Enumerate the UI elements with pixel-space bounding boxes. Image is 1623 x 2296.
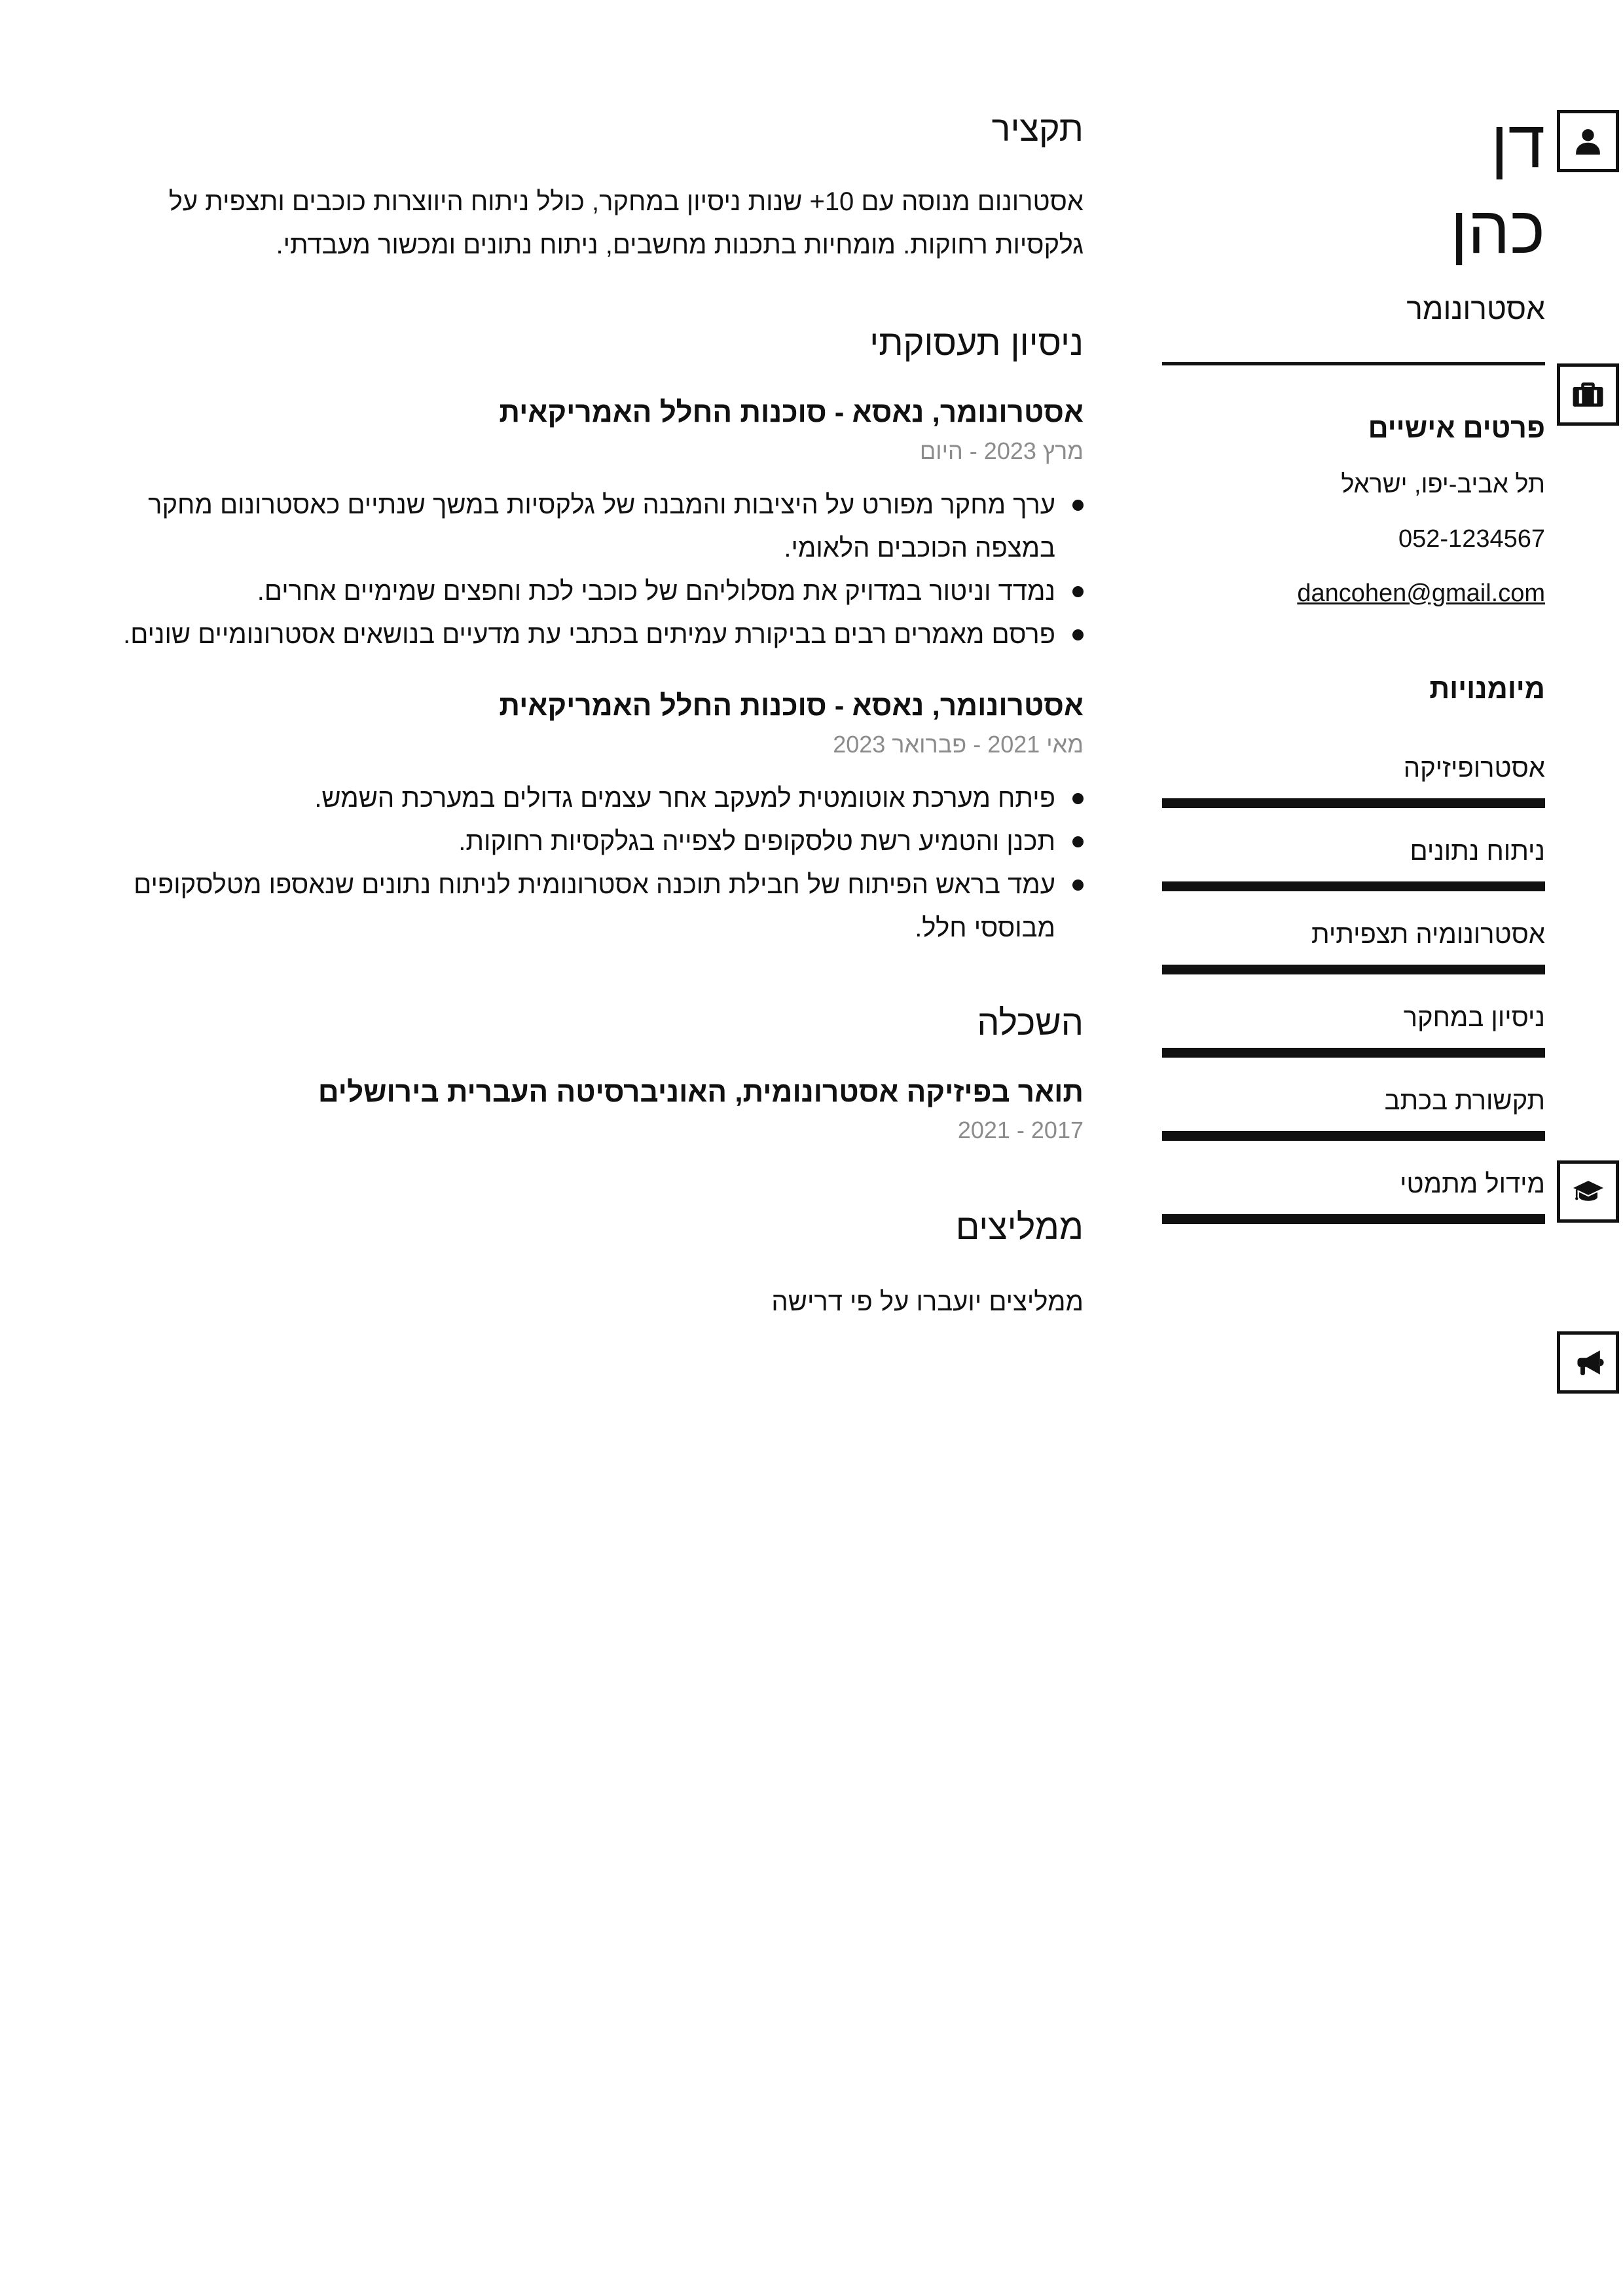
skills-list: [1162, 751, 1545, 1224]
skill-bar: [1162, 1048, 1545, 1058]
candidate-role: אסטרונומר: [1406, 291, 1545, 326]
skill-bar: [1162, 1131, 1545, 1141]
skill-label: מידול מתמטי: [1400, 1170, 1545, 1199]
bullet-dot-icon: [1072, 880, 1084, 891]
job-entry: [85, 394, 1084, 656]
bullet-dot-icon: [1072, 836, 1084, 847]
skill-bar-fill: [1162, 881, 1545, 891]
person-icon: [1557, 110, 1619, 172]
job-bullet-list: [85, 777, 1084, 950]
skill-bar-fill: [1162, 965, 1545, 974]
education-dates: 2017 - 2021: [957, 1116, 1084, 1143]
summary-section-title: תקציר: [991, 109, 1084, 149]
skill-bar-fill: [1162, 1048, 1545, 1058]
bullet-dot-icon: [1072, 586, 1084, 597]
bullet-dot-icon: [1072, 629, 1084, 640]
experience-section-title: ניסיון תעסוקתי: [869, 323, 1084, 363]
skill-item: [1162, 1001, 1545, 1058]
sidebar-column: [1162, 102, 1545, 1250]
degree-title: תואר בפיזיקה אסטרונומית, האוניברסיטה העברית בירושלים: [318, 1075, 1084, 1108]
job-entry: [85, 688, 1084, 950]
bullet-item: [85, 777, 1084, 820]
candidate-last-name: כהן: [1450, 192, 1545, 267]
briefcase-icon: [1557, 363, 1619, 426]
skill-bar-fill: [1162, 1131, 1545, 1141]
references-section-title: ממליצים: [955, 1207, 1084, 1247]
skill-label: ניתוח נתונים: [1410, 837, 1545, 866]
skill-item: [1162, 751, 1545, 808]
skill-item: [1162, 834, 1545, 891]
job-dates: מרץ 2023 - היום: [919, 437, 1084, 464]
skill-label: תקשורת בכתב: [1384, 1086, 1545, 1116]
skills-heading: מיומנויות: [1429, 673, 1545, 705]
references-text: ממליצים יועברו על פי דרישה: [771, 1287, 1084, 1316]
bullet-text: נמדד וניטור במדויק את מסלוליהם של כוכבי לכת וחפצים שמימיים אחרים.: [257, 576, 1055, 606]
skill-bar: [1162, 1214, 1545, 1224]
skill-bar: [1162, 798, 1545, 808]
sidebar-divider: [1162, 362, 1545, 365]
main-content-column: [85, 108, 1084, 1319]
bullet-item: [85, 820, 1084, 863]
bullet-dot-icon: [1072, 500, 1084, 511]
contact-phone: 052-1234567: [1398, 525, 1545, 553]
summary-text: אסטרונום מנוסה עם 10+ שנות ניסיון במחקר, כולל ניתוח היווצרות כוכבים ותצפית על גלקסיות רחוקות. מומחיות בתכנות מחשבים, ניתוח נתונים ומכשור מעבדתי.: [168, 187, 1084, 259]
contact-email-link[interactable]: dancohen@gmail.com: [1297, 580, 1545, 608]
bullet-text: פיתח מערכת אוטומטית למעקב אחר עצמים גדולים במערכת השמש.: [314, 783, 1055, 813]
skill-item: [1162, 1084, 1545, 1141]
job-title: אסטרונומר, נאסא - סוכנות החלל האמריקאית: [499, 396, 1084, 428]
personal-details-heading: פרטים אישיים: [1368, 413, 1545, 445]
bullet-text: עמד בראש הפיתוח של חבילת תוכנה אסטרונומית לניתוח נתונים שנאספו מטלסקופים מבוססי חלל.: [134, 870, 1055, 942]
bullet-item: [85, 863, 1084, 950]
job-title: אסטרונומר, נאסא - סוכנות החלל האמריקאית: [499, 689, 1084, 722]
contact-location: תל אביב-יפו, ישראל: [1341, 471, 1545, 499]
graduation-cap-icon: [1557, 1160, 1619, 1223]
megaphone-icon: [1557, 1331, 1619, 1394]
bullet-text: תכנן והטמיע רשת טלסקופים לצפייה בגלקסיות רחוקות.: [458, 826, 1055, 856]
job-dates: מאי 2021 - פברואר 2023: [833, 730, 1084, 758]
skill-item: [1162, 1167, 1545, 1224]
candidate-name: [1162, 102, 1545, 272]
education-section-title: השכלה: [977, 1003, 1084, 1043]
skill-bar: [1162, 965, 1545, 974]
skill-bar: [1162, 881, 1545, 891]
bullet-text: ערך מחקר מפורט על היציבות והמבנה של גלקסיות במשך שנתיים כאסטרונום מחקר במצפה הכוכבים הלאומי.: [148, 490, 1055, 563]
skill-label: אסטרונומיה תצפיתית: [1311, 920, 1545, 950]
skill-bar-fill: [1162, 798, 1545, 808]
bullet-item: [85, 570, 1084, 613]
bullet-item: [85, 483, 1084, 570]
skill-label: אסטרופיזיקה: [1403, 754, 1545, 783]
skill-label: ניסיון במחקר: [1403, 1003, 1545, 1033]
skill-bar-fill: [1162, 1214, 1545, 1224]
bullet-item: [85, 613, 1084, 656]
bullet-dot-icon: [1072, 793, 1084, 804]
skill-item: [1162, 917, 1545, 974]
candidate-first-name: דן: [1490, 107, 1545, 181]
bullet-text: פרסם מאמרים רבים בביקורת עמיתים בכתבי עת מדעיים בנושאים אסטרונומיים שונים.: [123, 620, 1055, 649]
job-bullet-list: [85, 483, 1084, 656]
